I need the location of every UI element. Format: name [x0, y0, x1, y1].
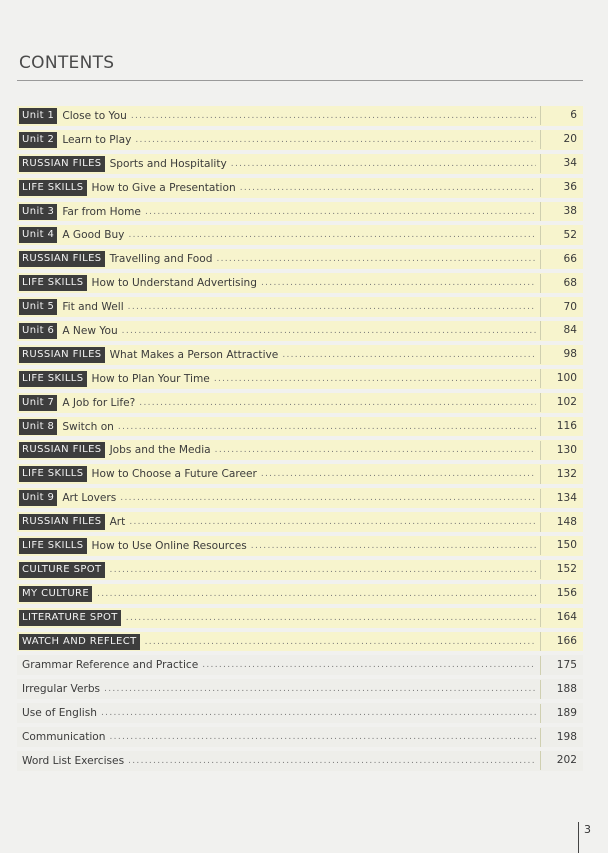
section-badge: RUSSIAN FILES [19, 251, 105, 267]
dot-leader [145, 207, 536, 217]
section-title: Art Lovers [62, 492, 117, 505]
section-badge: RUSSIAN FILES [19, 347, 105, 363]
section-badge: RUSSIAN FILES [19, 442, 105, 458]
toc-row [17, 176, 583, 200]
toc-row [17, 415, 583, 439]
section-badge: Unit 6 [19, 323, 57, 339]
section-title: Far from Home [62, 205, 141, 218]
toc-row [17, 438, 583, 462]
toc-row [17, 128, 583, 152]
dot-leader [240, 183, 536, 193]
toc-row [17, 701, 583, 725]
section-title: How to Plan Your Time [91, 372, 210, 385]
toc-row [17, 104, 583, 128]
page-ref: 189 [540, 704, 583, 723]
section-title: A Job for Life? [62, 396, 136, 409]
section-title: A Good Buy [62, 229, 125, 242]
page-ref: 98 [540, 345, 583, 364]
dot-leader [135, 135, 536, 145]
section-badge: LITERATURE SPOT [19, 610, 121, 626]
page-ref: 20 [540, 130, 583, 149]
dot-leader [282, 350, 536, 360]
toc-row [17, 247, 583, 271]
page-ref: 100 [540, 369, 583, 388]
section-title: Switch on [62, 420, 114, 433]
section-title: Close to You [62, 109, 127, 122]
toc-row [17, 653, 583, 677]
page-ref: 166 [540, 632, 583, 651]
toc-row [17, 486, 583, 510]
toc-row [17, 677, 583, 701]
dot-leader [128, 756, 536, 766]
section-title: Jobs and the Media [109, 444, 211, 457]
dot-leader [122, 326, 536, 336]
section-title: Travelling and Food [109, 253, 213, 266]
page-number-divider [578, 822, 579, 853]
dot-leader [110, 565, 536, 575]
dot-leader [231, 159, 536, 169]
dot-leader [126, 613, 536, 623]
section-badge: Unit 9 [19, 490, 57, 506]
toc-row [17, 367, 583, 391]
section-badge: LIFE SKILLS [19, 466, 87, 482]
section-title: Art [109, 516, 126, 529]
section-title: Use of English [22, 707, 97, 720]
page-ref: 198 [540, 728, 583, 747]
dot-leader [110, 732, 537, 742]
dot-leader [101, 708, 536, 718]
dot-leader [104, 684, 536, 694]
section-badge: Unit 8 [19, 419, 57, 435]
section-badge: Unit 1 [19, 108, 57, 124]
toc-row [17, 558, 583, 582]
page-ref: 38 [540, 202, 583, 221]
dot-leader [128, 230, 536, 240]
section-title: How to Give a Presentation [91, 181, 236, 194]
page-ref: 150 [540, 536, 583, 555]
page-ref: 84 [540, 321, 583, 340]
toc-row [17, 582, 583, 606]
section-badge: Unit 4 [19, 227, 57, 243]
section-badge: CULTURE SPOT [19, 562, 105, 578]
dot-leader [139, 398, 536, 408]
toc-row [17, 725, 583, 749]
toc-row [17, 200, 583, 224]
section-badge: LIFE SKILLS [19, 275, 87, 291]
toc-row [17, 630, 583, 654]
page-ref: 52 [540, 226, 583, 245]
toc-row [17, 606, 583, 630]
page-ref: 70 [540, 298, 583, 317]
dot-leader [120, 493, 536, 503]
dot-leader [261, 278, 536, 288]
page-title: CONTENTS [19, 53, 115, 73]
section-title: How to Use Online Resources [91, 539, 247, 552]
toc-row [17, 510, 583, 534]
section-title: A New You [62, 324, 118, 337]
dot-leader [129, 517, 536, 527]
page-ref: 6 [540, 106, 583, 125]
section-badge: Unit 7 [19, 395, 57, 411]
toc-row [17, 271, 583, 295]
page-ref: 116 [540, 417, 583, 436]
page-ref: 152 [540, 560, 583, 579]
section-title: How to Understand Advertising [91, 277, 257, 290]
section-badge: Unit 5 [19, 299, 57, 315]
section-badge: MY CULTURE [19, 586, 92, 602]
dot-leader [202, 660, 536, 670]
page-ref: 36 [540, 178, 583, 197]
section-title: Word List Exercises [22, 754, 125, 767]
page-ref: 34 [540, 154, 583, 173]
page-ref: 102 [540, 393, 583, 412]
section-title: Fit and Well [62, 301, 124, 314]
section-title: Irregular Verbs [22, 683, 101, 696]
toc-row [17, 319, 583, 343]
dot-leader [216, 254, 536, 264]
page-ref: 175 [540, 656, 583, 675]
page-ref: 188 [540, 680, 583, 699]
page-ref: 134 [540, 489, 583, 508]
dot-leader [145, 637, 536, 647]
page-ref: 148 [540, 513, 583, 532]
page-ref: 164 [540, 608, 583, 627]
section-title: Learn to Play [62, 133, 132, 146]
dot-leader [251, 541, 536, 551]
dot-leader [131, 111, 536, 121]
page-ref: 156 [540, 584, 583, 603]
section-badge: LIFE SKILLS [19, 180, 87, 196]
dot-leader [128, 302, 536, 312]
dot-leader [261, 469, 536, 479]
section-title: How to Choose a Future Career [91, 468, 257, 481]
toc-row [17, 343, 583, 367]
toc-row [17, 295, 583, 319]
section-title: What Makes a Person Attractive [109, 348, 279, 361]
table-of-contents [17, 104, 583, 773]
section-badge: LIFE SKILLS [19, 371, 87, 387]
section-title: Communication [22, 731, 106, 744]
dot-leader [118, 422, 536, 432]
section-badge: WATCH AND REFLECT [19, 634, 140, 650]
dot-leader [215, 445, 536, 455]
section-title: Sports and Hospitality [109, 157, 227, 170]
page-ref: 130 [540, 441, 583, 460]
toc-row [17, 462, 583, 486]
dot-leader [97, 589, 536, 599]
section-badge: Unit 3 [19, 204, 57, 220]
section-badge: Unit 2 [19, 132, 57, 148]
page-number: 3 [584, 823, 591, 836]
dot-leader [214, 374, 536, 384]
section-badge: RUSSIAN FILES [19, 514, 105, 530]
toc-row [17, 534, 583, 558]
toc-row [17, 152, 583, 176]
section-title: Grammar Reference and Practice [22, 659, 199, 672]
toc-row [17, 749, 583, 773]
section-badge: RUSSIAN FILES [19, 156, 105, 172]
section-badge: LIFE SKILLS [19, 538, 87, 554]
toc-row [17, 223, 583, 247]
page-ref: 132 [540, 465, 583, 484]
page-ref: 68 [540, 274, 583, 293]
toc-row [17, 391, 583, 415]
page-ref: 202 [540, 751, 583, 770]
page-ref: 66 [540, 250, 583, 269]
title-divider [17, 80, 583, 81]
